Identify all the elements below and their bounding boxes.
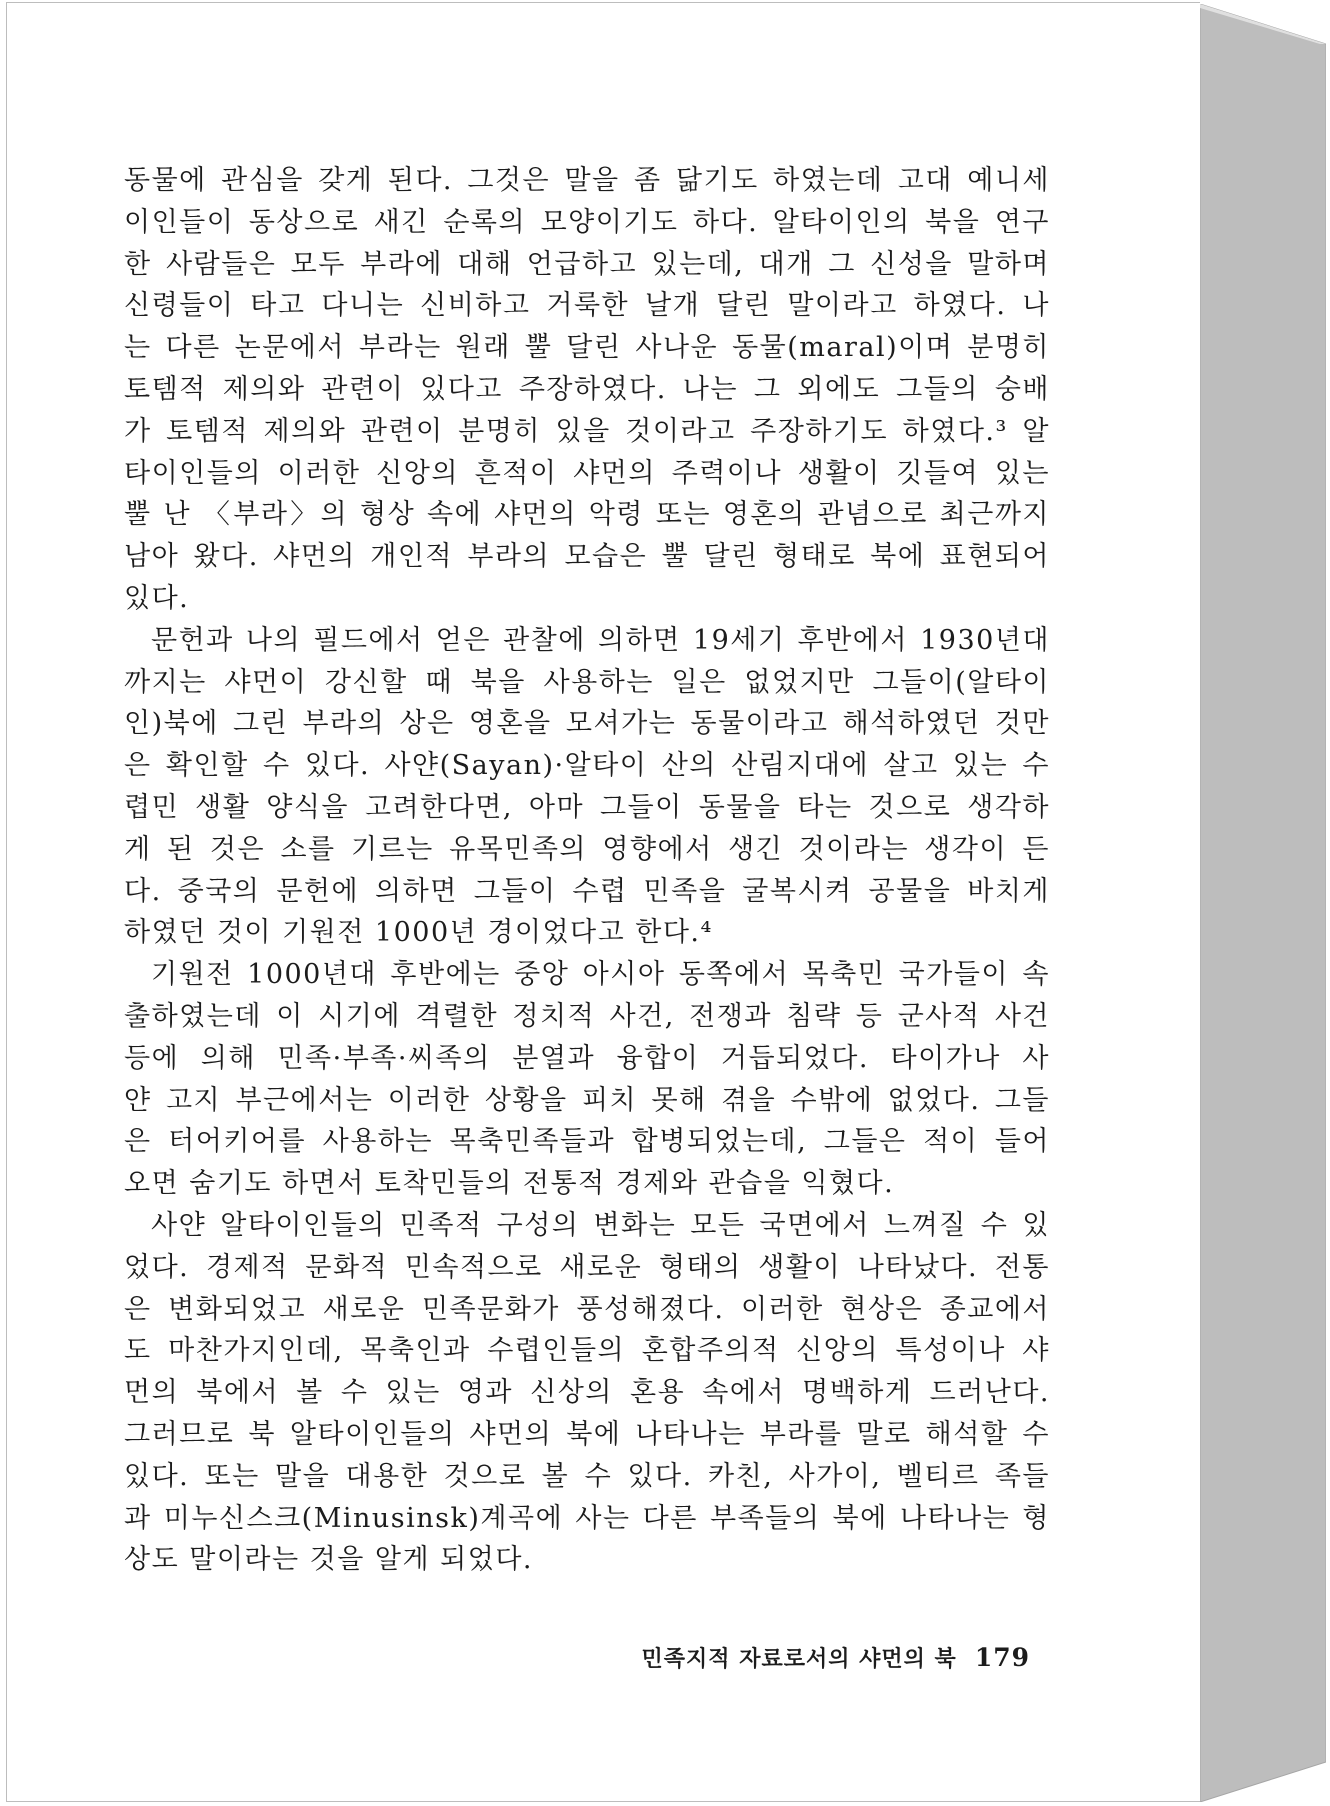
paragraph [124,1205,1050,1581]
text-line: 렵민 생활 양식을 고려한다면, 아마 그들이 동물을 타는 것으로 생각하 [124,791,1050,823]
text-line: 한 사람들은 모두 부라에 대해 언급하고 있는데, 대개 그 신성을 말하며 [124,248,1050,280]
book-side-edge [1200,4,1326,1802]
text-line: 까지는 샤먼이 강신할 때 북을 사용하는 일은 없었지만 그들이(알타이 [124,666,1050,698]
text-line: 가 토템적 제의와 관련이 분명히 있을 것이라고 주장하기도 하였다.³ 알 [124,415,1050,447]
paragraph [124,954,1050,1205]
text-line: 문헌과 나의 필드에서 얻은 관찰에 의하면 19세기 후반에서 1930년대 [151,624,1050,656]
text-line: 있다. [124,582,190,614]
text-line: 있다. 또는 말을 대용한 것으로 볼 수 있다. 카친, 사가이, 벨티르 족들 [124,1460,1050,1492]
text-line: 얀 고지 부근에서는 이러한 상황을 피치 못해 겪을 수밖에 없었다. 그들 [124,1084,1050,1116]
text-line: 뿔 난 〈부라〉의 형상 속에 샤먼의 악령 또는 영혼의 관념으로 최근까지 [124,499,1050,531]
text-line: 은 터어키어를 사용하는 목축민족들과 합병되었는데, 그들은 적이 들어 [124,1126,1050,1158]
text-line: 그러므로 북 알타이인들의 샤먼의 북에 나타나는 부라를 말로 해석할 수 [124,1418,1050,1450]
body-text [124,160,1050,1581]
text-line: 인)북에 그린 부라의 상은 영혼을 모셔가는 동물이라고 해석하였던 것만 [124,708,1050,740]
text-line: 먼의 북에서 볼 수 있는 영과 신상의 혼용 속에서 명백하게 드러난다. [124,1377,1050,1409]
text-line: 도 마찬가지인데, 목축인과 수렵인들의 혼합주의적 신앙의 특성이나 샤 [124,1335,1050,1367]
text-line: 사얀 알타이인들의 민족적 구성의 변화는 모든 국면에서 느껴질 수 있 [151,1209,1050,1241]
text-line: 오면 숨기도 하면서 토착민들의 전통적 경제와 관습을 익혔다. [124,1168,895,1200]
text-line: 이인들이 동상으로 새긴 순록의 모양이기도 하다. 알타이인의 북을 연구 [124,206,1050,238]
text-line: 남아 왔다. 샤먼의 개인적 부라의 모습은 뿔 달린 형태로 북에 표현되어 [124,541,1050,573]
text-line: 출하였는데 이 시기에 격렬한 정치적 사건, 전쟁과 침략 등 군사적 사건 [124,1000,1050,1032]
running-title: 민족지적 자료로서의 샤먼의 북 [641,1647,957,1672]
text-line: 신령들이 타고 다니는 신비하고 거룩한 날개 달린 말이라고 하였다. 나 [124,290,1050,322]
text-line: 기원전 1000년대 후반에는 중앙 아시아 동쪽에서 목축민 국가들이 속 [151,959,1050,991]
text-line: 동물에 관심을 갖게 된다. 그것은 말을 좀 닮기도 하였는데 고대 예니세 [124,165,1050,196]
text-line: 토템적 제의와 관련이 있다고 주장하였다. 나는 그 외에도 그들의 숭배 [124,373,1050,405]
text-line: 타이인들의 이러한 신앙의 흔적이 샤먼의 주력이나 생활이 깃들여 있는 [124,457,1050,489]
text-line: 었다. 경제적 문화적 민속적으로 새로운 형태의 생활이 나타났다. 전통 [124,1251,1050,1283]
page-number: 179 [974,1643,1030,1672]
text-line: 하였던 것이 기원전 1000년 경이었다고 한다.⁴ [124,917,713,949]
text-line: 는 다른 논문에서 부라는 원래 뿔 달린 사나운 동물(maral)이며 분명히 [124,332,1050,364]
text-line: 은 변화되었고 새로운 민족문화가 풍성해졌다. 이러한 현상은 종교에서 [124,1293,1050,1325]
text-line: 게 된 것은 소를 기르는 유목민족의 영향에서 생긴 것이라는 생각이 든 [124,833,1050,865]
paragraph [124,620,1050,954]
text-line: 과 미누신스크(Minusinsk)계곡에 사는 다른 부족들의 북에 나타나는 형 [124,1502,1050,1534]
text-line: 등에 의해 민족·부족·씨족의 분열과 융합이 거듭되었다. 타이가나 사 [124,1042,1050,1074]
page-footer [600,1642,1030,1673]
text-line: 상도 말이라는 것을 알게 되었다. [124,1544,533,1576]
text-line: 은 확인할 수 있다. 사얀(Sayan)·알타이 산의 산림지대에 살고 있는 수 [124,750,1050,782]
text-line: 다. 중국의 문헌에 의하면 그들이 수렵 민족을 굴복시켜 공물을 바치게 [124,875,1050,907]
paragraph [124,160,1050,620]
